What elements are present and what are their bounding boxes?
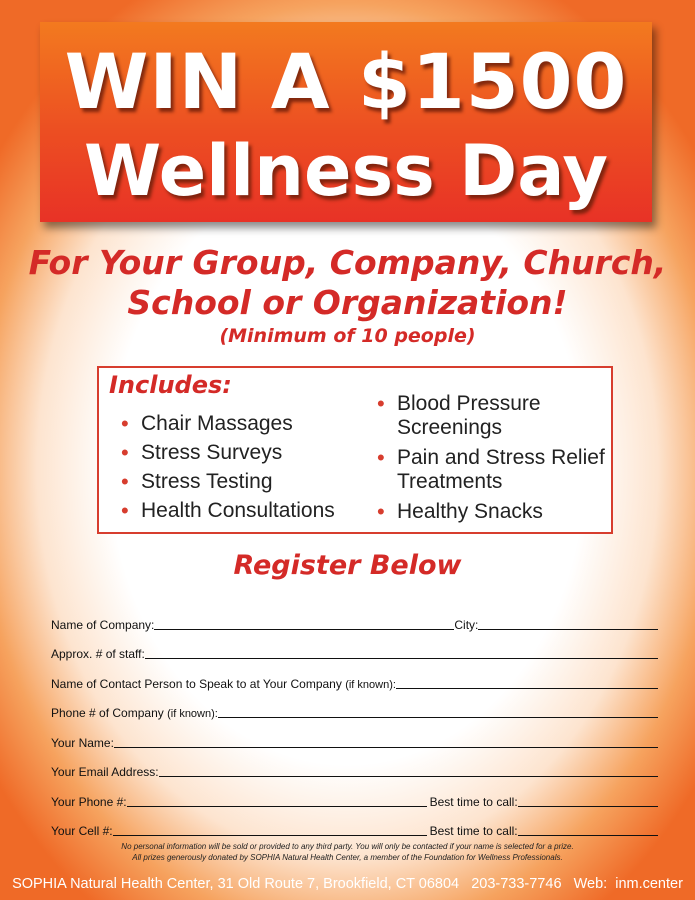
contact-note: (if known): <box>345 678 396 691</box>
list-item <box>119 412 335 436</box>
form-row-company-phone <box>51 691 658 721</box>
your-cell-label: Your Cell #: <box>51 824 113 838</box>
includes-right-list <box>375 392 605 530</box>
disclaimer-line-2: All prizes generously donated by SOPHIA Natural Health Center, a member of the Foundation for Wellness Professionals. <box>132 853 563 862</box>
your-name-field[interactable] <box>114 735 658 748</box>
city-field[interactable] <box>478 617 658 630</box>
tagline-line-2: School or Organization! <box>127 283 568 322</box>
your-phone-label: Your Phone #: <box>51 794 127 809</box>
includes-title: Includes: <box>109 371 232 399</box>
list-item <box>119 470 335 494</box>
footer-contact: SOPHIA Natural Health Center, 31 Old Route 7, Brookfield, CT 06804 203-733-7746 Web: inm.center <box>12 876 683 892</box>
registration-form <box>51 602 658 838</box>
company-phone-label: Phone # of Company <box>51 706 164 720</box>
list-item <box>375 446 605 494</box>
staff-label: Approx. # of staff: <box>51 647 145 661</box>
email-field[interactable] <box>159 764 658 777</box>
list-item-text: Health Consultations <box>141 499 335 522</box>
disclaimer <box>0 841 695 863</box>
list-item-text: Blood Pressure <box>397 392 541 415</box>
company-phone-field[interactable] <box>218 705 658 718</box>
headline-line-2: Wellness Day <box>83 130 608 212</box>
headline-line-1: WIN A $1500 <box>64 37 628 126</box>
best-time-field[interactable] <box>518 823 658 836</box>
form-row-contact <box>51 661 658 691</box>
city-label: City: <box>454 617 479 632</box>
best-time-label: Best time to call: <box>429 794 518 809</box>
contact-label: Name of Contact Person to Speak to at Your Company <box>51 676 342 691</box>
list-item-text: Screenings <box>397 416 503 439</box>
disclaimer-line-1: No personal information will be sold or provided to any third party. You will only be contacted if your name is selected for a prize. <box>121 842 574 851</box>
form-row-email <box>51 750 658 780</box>
form-row-cell <box>51 809 658 839</box>
company-field[interactable] <box>154 617 454 630</box>
list-item-text: Chair Massages <box>141 412 293 435</box>
your-name-label: Your Name: <box>51 735 114 750</box>
email-label: Your Email Address: <box>51 765 159 779</box>
your-cell-field[interactable] <box>113 823 427 836</box>
company-phone-note: (if known): <box>167 708 218 720</box>
your-phone-field[interactable] <box>127 794 427 807</box>
includes-left-list <box>119 412 335 528</box>
best-time-field[interactable] <box>518 794 658 807</box>
list-item-text: Stress Testing <box>141 470 273 493</box>
list-item <box>375 392 605 440</box>
form-row-company <box>51 602 658 632</box>
list-item-text: Stress Surveys <box>141 441 283 464</box>
register-heading: Register Below <box>233 550 462 581</box>
list-item <box>375 500 605 524</box>
company-label: Name of Company: <box>51 617 155 632</box>
list-item-text: Treatments <box>397 470 503 493</box>
includes-box <box>97 366 613 534</box>
headline-banner <box>40 22 652 222</box>
list-item-text: Pain and Stress Relief <box>397 446 605 469</box>
form-row-staff <box>51 632 658 662</box>
contact-field[interactable] <box>396 676 658 689</box>
staff-field[interactable] <box>145 646 658 659</box>
list-item <box>119 441 335 465</box>
form-row-phone <box>51 779 658 809</box>
best-time-label: Best time to call: <box>429 824 518 838</box>
list-item <box>119 499 335 523</box>
tagline-line-1: For Your Group, Company, Church, <box>28 243 667 282</box>
tagline-minimum: (Minimum of 10 people) <box>219 325 476 347</box>
list-item-text: Healthy Snacks <box>397 500 543 523</box>
form-row-name <box>51 720 658 750</box>
